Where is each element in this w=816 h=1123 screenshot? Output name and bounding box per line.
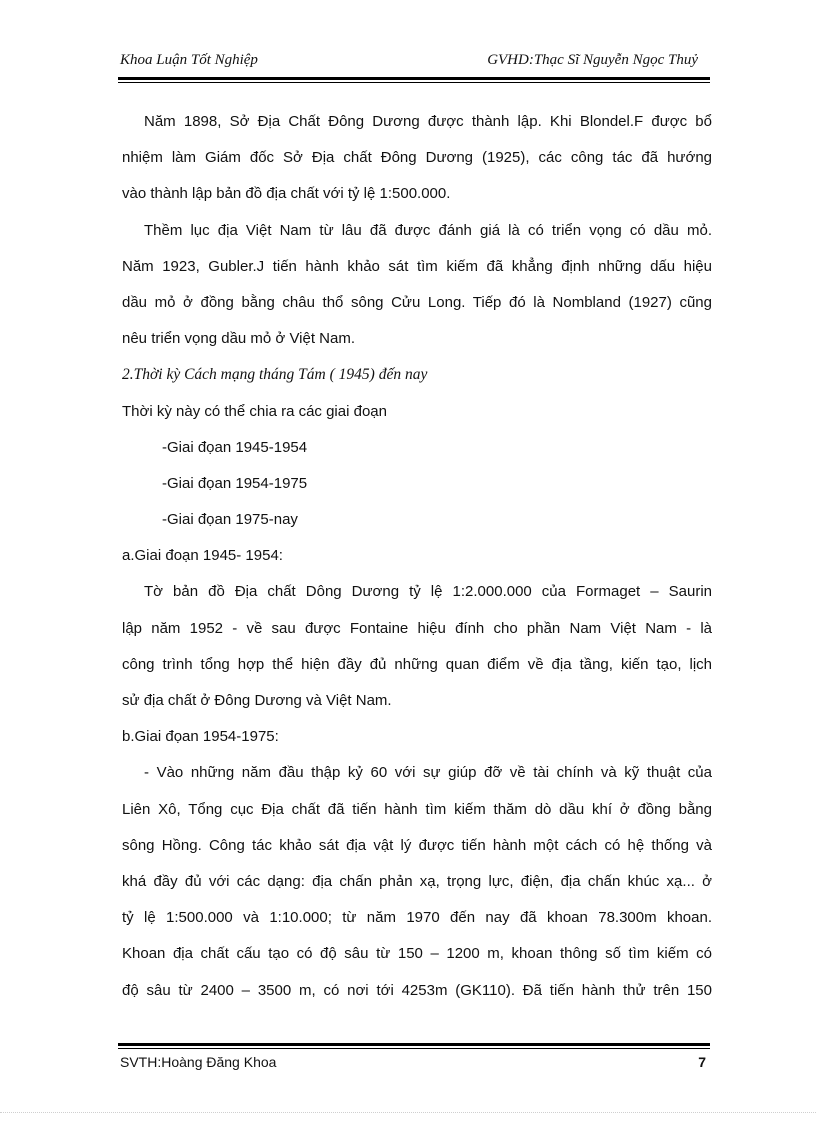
footer-author: SVTH:Hoàng Đăng Khoa (120, 1054, 277, 1070)
text-line: Khoan địa chất cấu tạo có độ sâu từ 150 – 1200 m, khoan thông số tìm kiếm có (122, 945, 712, 963)
text-line: lập năm 1952 - về sau được Fontaine hiệu đính cho phần Nam Việt Nam - là (122, 619, 712, 637)
text-line: dầu mỏ ở đồng bằng châu thổ sông Cửu Long. Tiếp đó là Nombland (1927) cũng (122, 293, 712, 311)
page-number: 7 (698, 1054, 706, 1070)
text-line: Thời kỳ này có thể chia ra các giai đoạn (122, 402, 387, 420)
text-line: Năm 1898, Sở Địa Chất Đông Dương được thành lập. Khi Blondel.F được bổ (144, 113, 712, 130)
list-item: -Giai đọan 1945-1954 (162, 438, 308, 456)
text-line: Thềm lục địa Việt Nam từ lâu đã được đánh giá là có triển vọng có dầu mỏ. (144, 221, 712, 239)
text-line: Liên Xô, Tổng cục Địa chất đã tiến hành tìm kiếm thăm dò dầu khí ở đồng bằng (122, 800, 712, 818)
list-item: -Giai đọan 1954-1975 (162, 474, 308, 492)
footer-rule-thick (118, 1043, 710, 1046)
header-advisor: GVHD:Thạc Sĩ Nguyễn Ngọc Thuỷ (487, 52, 698, 68)
text-line: vào thành lập bản đồ địa chất với tỷ lệ 1:500.000. (122, 185, 451, 203)
text-line: khá đầy đủ với các dạng: địa chấn phản xạ, trọng lực, điện, địa chấn khúc xạ... ở (122, 872, 712, 890)
page-header (120, 52, 698, 76)
header-rule-thick (118, 77, 710, 80)
subsection-heading: a.Giai đoạn 1945- 1954: (122, 547, 283, 565)
text-line: sông Hồng. Công tác khảo sát địa vật lý được tiến hành một cách có hệ thống và (122, 836, 712, 854)
text-line: nhiệm làm Giám đốc Sở Địa chất Đông Dương (1925), các công tác đã hướng (122, 149, 712, 167)
page-boundary-divider (0, 1112, 816, 1113)
text-line: - Vào những năm đầu thập kỷ 60 với sự giúp đỡ về tài chính và kỹ thuật của (144, 764, 712, 782)
text-line: độ sâu từ 2400 – 3500 m, có nơi tới 4253m (GK110). Đã tiến hành thử trên 150 (122, 981, 712, 999)
header-thesis-title: Khoa Luận Tốt Nghiệp (120, 52, 258, 68)
text-line: Tờ bản đồ Địa chất Dông Dương tỷ lệ 1:2.000.000 của Formaget – Saurin (144, 583, 712, 601)
header-rule-thin (118, 82, 710, 83)
body-text (122, 104, 712, 1009)
section-heading: 2.Thời kỳ Cách mạng tháng Tám ( 1945) đến nay (122, 366, 428, 384)
text-line: tỷ lệ 1:500.000 và 1:10.000; từ năm 1970 đến nay đã khoan 78.300m khoan. (122, 909, 712, 927)
subsection-heading: b.Giai đọan 1954-1975: (122, 728, 279, 746)
list-item: -Giai đọan 1975-nay (162, 511, 298, 529)
text-line: sử địa chất ở Đông Dương và Việt Nam. (122, 692, 392, 709)
text-line: công trình tổng hợp thể hiện đầy đủ những quan điểm về địa tầng, kiến tạo, lịch (122, 655, 712, 673)
footer-rule-thin (118, 1048, 710, 1049)
text-line: Năm 1923, Gubler.J tiến hành khảo sát tìm kiếm đã khẳng định những dấu hiệu (122, 257, 712, 275)
page-footer (120, 1054, 706, 1076)
text-line: nêu triển vọng dầu mỏ ở Việt Nam. (122, 330, 356, 348)
